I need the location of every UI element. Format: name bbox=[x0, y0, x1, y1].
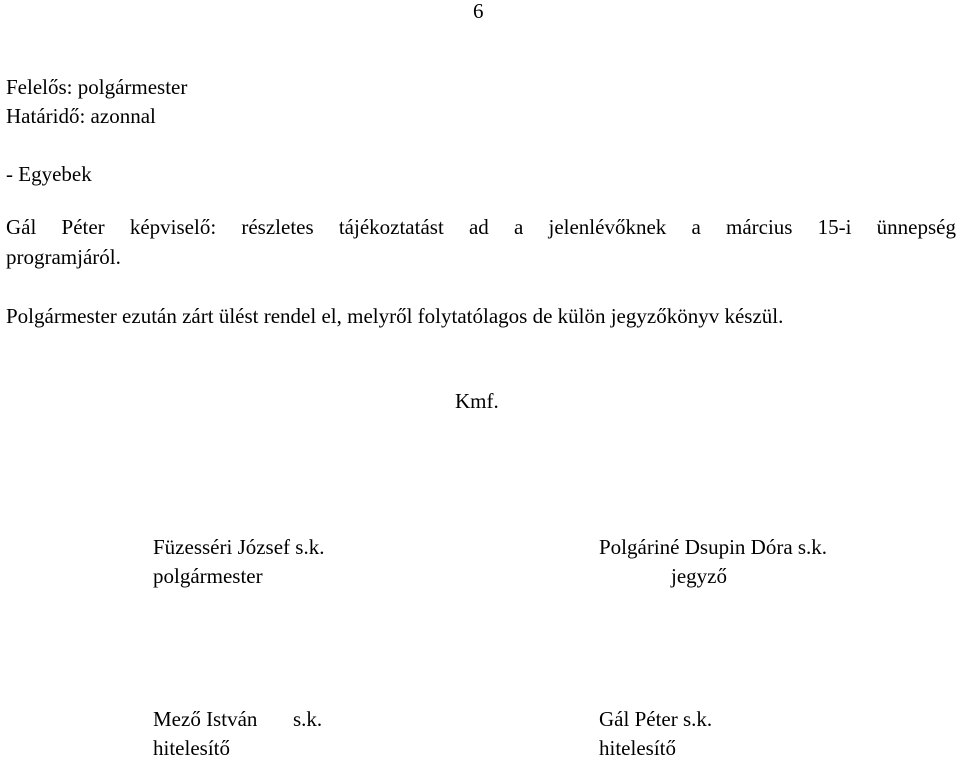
deadline-line: Határidő: azonnal bbox=[6, 104, 156, 128]
mayor-title: polgármester bbox=[153, 564, 263, 588]
mayor-name: Füzesséri József s.k. bbox=[153, 535, 325, 559]
authenticator1-name: Mező István bbox=[153, 707, 258, 731]
notary-name: Polgáriné Dsupin Dóra s.k. bbox=[599, 535, 828, 559]
responsible-line: Felelős: polgármester bbox=[6, 75, 188, 99]
authenticator1-sk: s.k. bbox=[293, 707, 323, 731]
closing-kmf: Kmf. bbox=[455, 389, 499, 413]
page-number: 6 bbox=[473, 0, 484, 23]
authenticator2-name: Gál Péter s.k. bbox=[599, 707, 713, 731]
authenticator2-title: hitelesítő bbox=[599, 736, 676, 760]
notary-title: jegyző bbox=[671, 564, 727, 588]
authenticator1-title: hitelesítő bbox=[153, 736, 230, 760]
item-heading: - Egyebek bbox=[6, 162, 92, 186]
paragraph1-line2: programjáról. bbox=[6, 245, 121, 269]
paragraph1-line1: Gál Péter képviselő: részletes tájékoztatást ad a jelenlévőknek a március 15-i ünnepség bbox=[6, 215, 956, 239]
paragraph2: Polgármester ezután zárt ülést rendel el, melyről folytatólagos de külön jegyzőkönyv készül. bbox=[6, 304, 784, 328]
